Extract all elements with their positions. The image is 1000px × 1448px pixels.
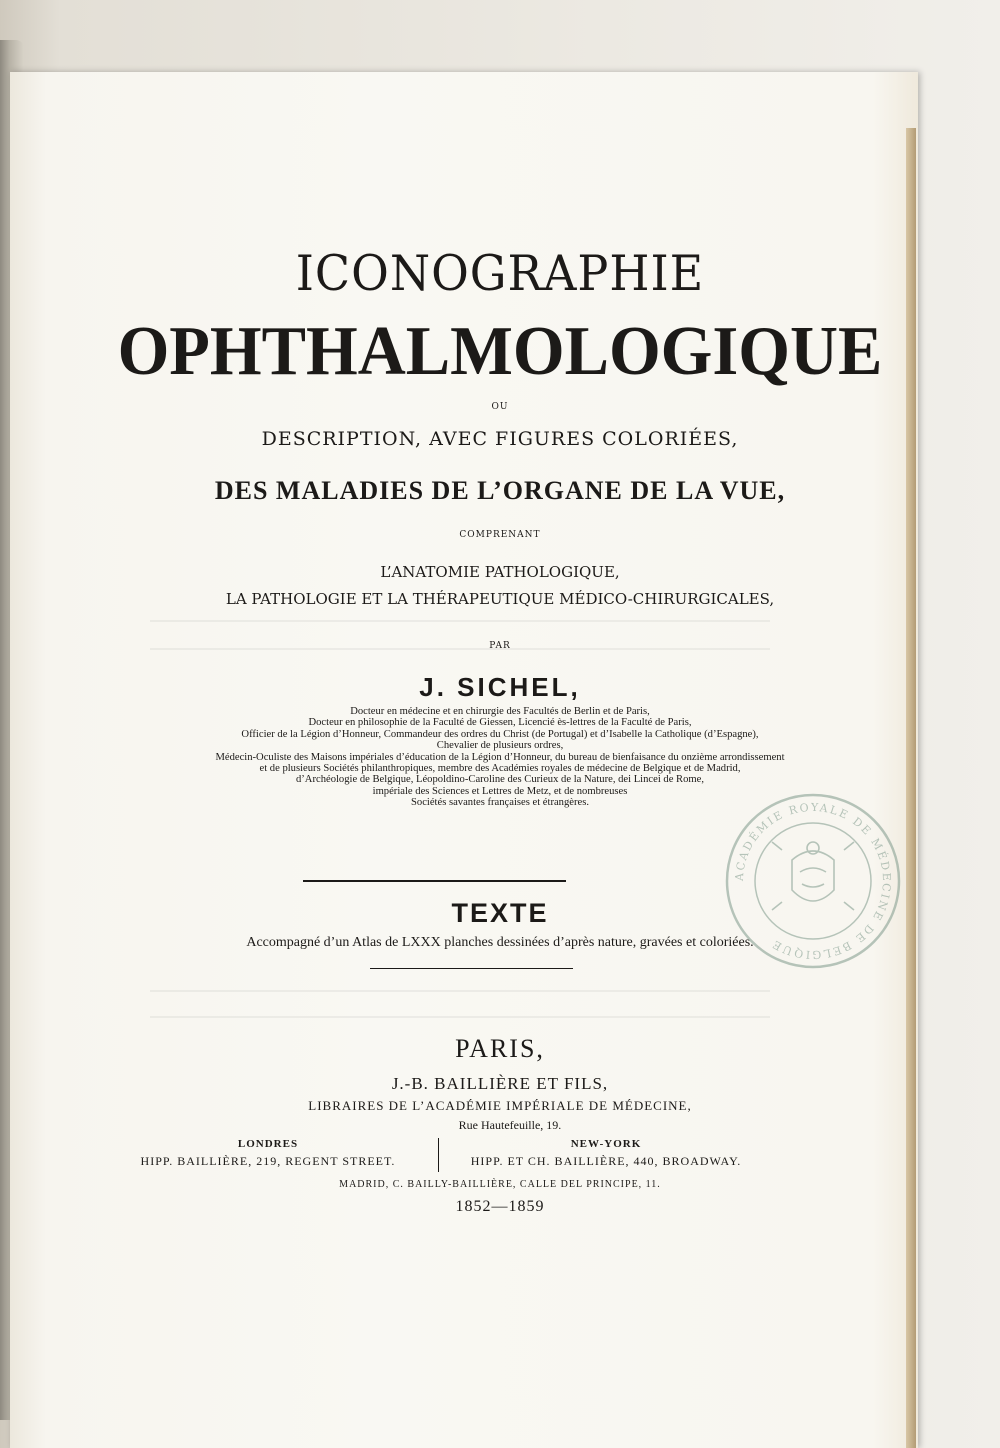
connector-par: PAR	[489, 641, 511, 651]
connector-ou: OU	[491, 402, 509, 412]
connector-comprenant: COMPRENANT	[459, 530, 541, 540]
credential-line: impériale des Sciences et Lettres de Metz, et de nombreuses	[372, 785, 628, 797]
imprint-madrid: MADRID, C. BAILLY-BAILLIÈRE, CALLE DEL PRINCIPE, 11.	[339, 1179, 661, 1190]
imprint-publisher: J.-B. BAILLIÈRE ET FILS,	[391, 1074, 609, 1093]
title-line-1: ICONOGRAPHIE	[295, 244, 705, 302]
imprint-publisher-role: LIBRAIRES DE L’ACADÉMIE IMPÉRIALE DE MÉDECINE,	[308, 1098, 692, 1113]
subtitle-line-1: DESCRIPTION, AVEC FIGURES COLORIÉES,	[261, 428, 739, 450]
title-line-2: OPHTHALMOLOGIQUE	[117, 313, 883, 390]
credential-line: Officier de la Légion d’Honneur, Commandeur des ordres du Christ (de Portugal) et d’Isabelle la Catholique (d’Espagne),	[241, 728, 759, 740]
rule-above-texte	[303, 880, 566, 882]
section-title: TEXTE	[451, 898, 549, 928]
imprint-divider	[438, 1138, 439, 1172]
library-stamp	[722, 790, 904, 972]
newyork-city: NEW-YORK	[570, 1138, 642, 1150]
imprint-city: PARIS,	[455, 1034, 545, 1063]
london-publisher: HIPP. BAILLIÈRE, 219, REGENT STREET.	[140, 1154, 396, 1168]
author-name: J. SICHEL,	[419, 672, 581, 702]
credential-line: Sociétés savantes françaises et étrangères.	[411, 797, 589, 809]
credential-line: Docteur en médecine et en chirurgie des Facultés de Berlin et de Paris,	[350, 706, 650, 717]
credential-line: Médecin-Oculiste des Maisons impériales d’éducation de la Légion d’Honneur, du bureau de bienfaisance du onzième arrondissement	[215, 751, 785, 763]
stamp-text: ACADÉMIE ROYALE DE MÉDECINE DE BELGIQUE	[732, 800, 894, 962]
credential-line: d’Archéologie de Belgique, Léopoldino-Caroline des Curieux de la Nature, dei Lincei de Rome,	[295, 774, 705, 786]
content-line-1: L’ANATOMIE PATHOLOGIQUE,	[380, 563, 620, 581]
publication-years: 1852—1859	[455, 1198, 545, 1215]
svg-text:ACADÉMIE ROYALE DE MÉDECINE DE	[733, 801, 893, 961]
london-city: LONDRES	[237, 1138, 299, 1150]
show-through-line	[150, 620, 770, 622]
show-through-line	[150, 990, 770, 992]
rule-below-texte	[370, 968, 573, 969]
show-through-line	[150, 1016, 770, 1018]
imprint-newyork	[446, 1138, 766, 1169]
credential-line: et de plusieurs Sociétés philanthropiques, membre des Académies royales de médecine de Belgique et de Madrid,	[259, 763, 741, 775]
credential-line: Docteur en philosophie de la Faculté de Giessen, Licencié ès-lettres de la Faculté de Paris,	[308, 717, 692, 729]
section-subtitle: Accompagné d’un Atlas de LXXX planches dessinées d’après nature, gravées et coloriées.	[246, 935, 754, 950]
newyork-publisher: HIPP. ET CH. BAILLIÈRE, 440, BROADWAY.	[470, 1154, 742, 1168]
imprint-london	[108, 1138, 428, 1169]
imprint-address: Rue Hautefeuille, 19.	[458, 1118, 562, 1132]
subtitle-line-2: DES MALADIES DE L’ORGANE DE LA VUE,	[214, 476, 786, 505]
content-line-2: LA PATHOLOGIE ET LA THÉRAPEUTIQUE MÉDICO-CHIRURGICALES,	[225, 590, 775, 608]
credential-line: Chevalier de plusieurs ordres,	[436, 740, 564, 752]
